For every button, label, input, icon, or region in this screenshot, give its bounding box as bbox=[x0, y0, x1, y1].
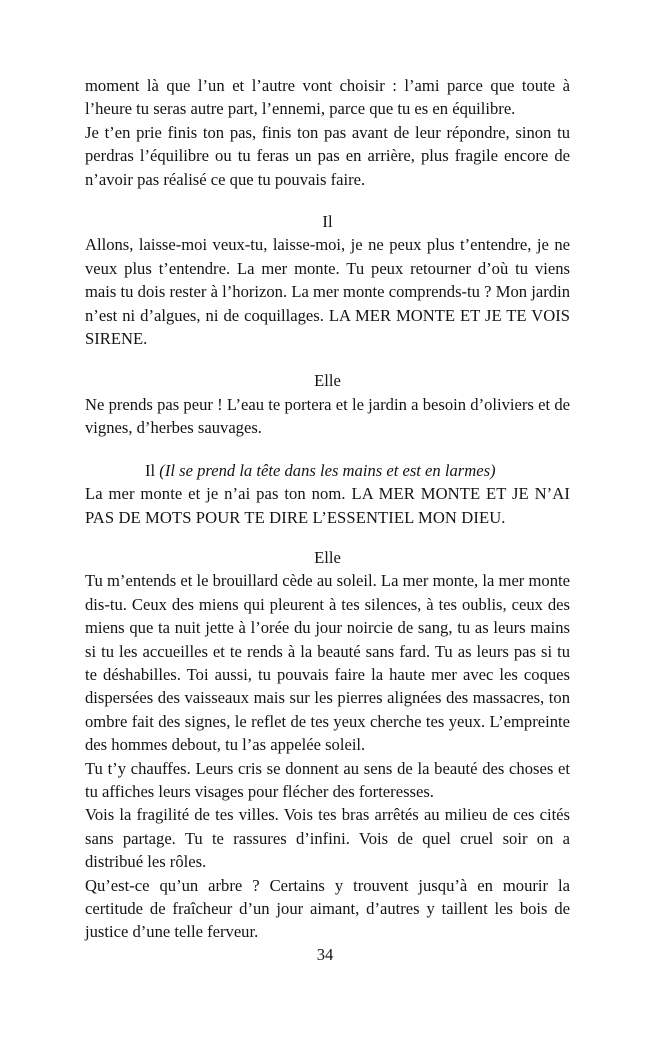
paragraph-intro-2: Je t’en prie finis ton pas, finis ton pas avant de leur répondre, sinon tu perdras l’équilibre ou tu feras un pas en arrière, plus fragile encore de n’avoir pas réalisé ce que tu pouvais faire. bbox=[85, 122, 570, 189]
dialogue-elle-2-paragraph-4: Qu’est-ce qu’un arbre ? Certains y trouvent jusqu’à en mourir la certitude de fraîcheur d’un jour aimant, d’autres y taillent les bois de justice d’une telle ferveur. bbox=[85, 875, 570, 942]
dialogue-elle-1: Ne prends pas peur ! L’eau te portera et le jardin a besoin d’oliviers et de vignes, d’herbes sauvages. bbox=[85, 394, 570, 438]
book-page-text bbox=[85, 74, 570, 944]
speaker-il-with-stage-direction bbox=[85, 459, 570, 482]
paragraph-intro-1: moment là que l’un et l’autre vont choisir : l’ami parce que toute à l’heure tu seras autre part, l’ennemi, parce que tu es en équilibre. bbox=[85, 76, 570, 119]
page-number: 34 bbox=[316, 945, 334, 964]
dialogue-elle-2-paragraph-1: Tu m’entends et le brouillard cède au soleil. La mer monte, la mer monte dis-tu. Ceux des miens qui pleurent à tes silences, à tes oublis, ceux des miens que ta nuit jette à l’orée du jour noircie de sang, tu as leurs mains si tu les accueilles et te rends à la beauté sans fard. Tu as leurs pas si tu te déshabilles. Toi aussi, tu pouvais faire la haute mer avec les coques dispersées des vaisseaux mais sur les pierres alignées des massacres, ton ombre fait des signes, le reflet de tes yeux cherche tes yeux. L’empreinte des hommes debout, tu l’as appelée soleil. bbox=[85, 571, 570, 755]
stage-direction: (Il se prend la tête dans les mains et est en larmes) bbox=[159, 460, 496, 480]
dialogue-il-1: Allons, laisse-moi veux-tu, laisse-moi, je ne peux plus t’entendre, je ne veux plus t’entendre. La mer monte. Tu peux retourner d’où tu viens mais tu dois rester à l’horizon. La mer monte comprends-tu ? Mon jardin n’est ni d’algues, ni de coquillages. LA MER MONTE ET JE TE VOIS SIRENE. bbox=[85, 235, 570, 349]
dialogue-il-2: La mer monte et je n’ai pas ton nom. LA MER MONTE ET JE N’AI PAS DE MOTS POUR TE DIRE L’ESSENTIEL MON DIEU. bbox=[85, 484, 570, 527]
dialogue-elle-2-paragraph-3: Vois la fragilité de tes villes. Vois tes bras arrêtés au milieu de ces cités sans partage. Tu te rassures d’infini. Vois de quel cruel soir on a distribué les rôles. bbox=[85, 805, 570, 872]
speaker-il: Il bbox=[322, 212, 333, 232]
dialogue-elle-2-paragraph-2: Tu t’y chauffes. Leurs cris se donnent au sens de la beauté des choses et tu affiches leurs visages pour flécher des forteresses. bbox=[85, 758, 570, 801]
speaker-il: Il bbox=[145, 460, 156, 480]
speaker-elle: Elle bbox=[314, 371, 341, 391]
speaker-elle: Elle bbox=[314, 547, 341, 567]
